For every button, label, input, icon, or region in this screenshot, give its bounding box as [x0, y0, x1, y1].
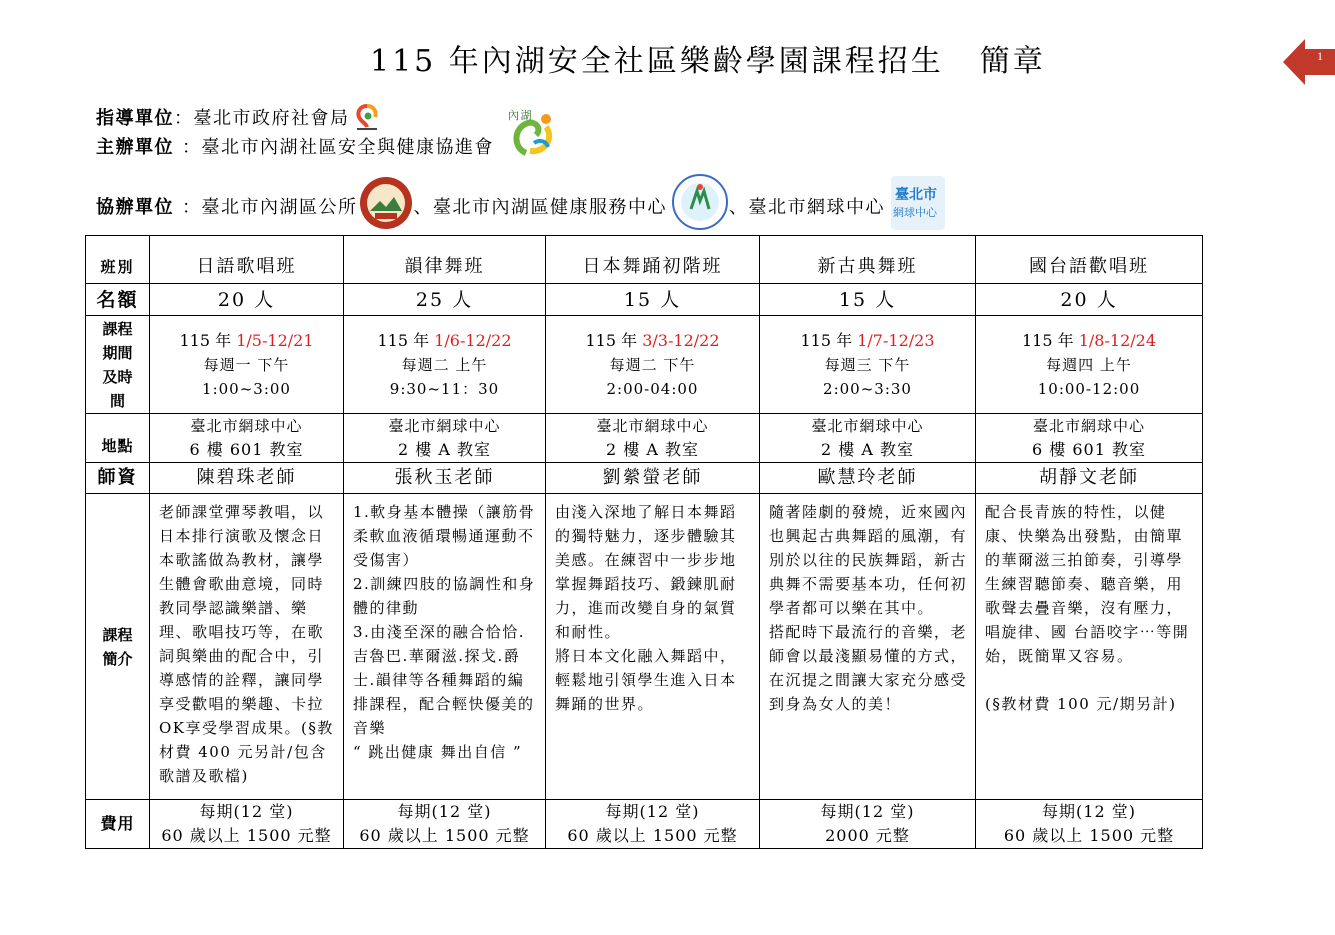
- class-name: 國台語歡唱班: [1029, 255, 1149, 277]
- host-unit-label: 主辦單位: [96, 137, 174, 158]
- host-unit-value: 臺北市內湖社區安全與健康協進會: [201, 137, 494, 158]
- table-row-place: [86, 414, 1203, 463]
- quota-cell: 15 人: [546, 284, 760, 316]
- intro-cell: [760, 494, 976, 800]
- page-number: 1: [1317, 49, 1323, 63]
- class-name: 日本舞踊初階班: [582, 255, 723, 277]
- district-office-logo: [358, 175, 414, 231]
- class-name-cell: [546, 236, 760, 284]
- place-venue: 臺北市網球中心: [596, 417, 709, 435]
- row-label-line: 及時: [102, 367, 133, 386]
- place-room: 6 樓 601 教室: [189, 440, 304, 459]
- period-cell: [976, 316, 1203, 414]
- period-year: 115 年: [800, 330, 853, 350]
- intro-paragraph: 將日本文化融入舞蹈中，輕鬆地引領學生進入日本舞踊的世界。: [555, 647, 737, 713]
- fee-amount: 2000 元整: [825, 826, 910, 845]
- row-label-period: [86, 316, 150, 414]
- fee-cell: [976, 800, 1203, 849]
- table-row-fee: [86, 800, 1203, 849]
- fee-term: 每期(12 堂): [820, 802, 915, 821]
- page-title: [370, 36, 1046, 80]
- separator: 、: [729, 197, 749, 218]
- separator: 、: [413, 197, 433, 218]
- period-weekday: 每週三 下午: [824, 355, 911, 374]
- intro-paragraph: “ 跳出健康 舞出自信 ”: [353, 743, 523, 761]
- guide-unit-line: [96, 103, 380, 131]
- fee-amount: 60 歲以上 1500 元整: [161, 826, 332, 845]
- intro-paragraph: 隨著陸劇的發燒，近來國內也興起古典舞蹈的風潮，有別於以往的民族舞蹈，新古典舞不需要基本功，任何初學者都可以樂在其中。: [769, 503, 968, 617]
- teacher-cell: 張秋玉老師: [344, 463, 546, 494]
- period-dates: 1/6-12/22: [434, 330, 512, 350]
- quota-cell: 20 人: [976, 284, 1203, 316]
- period-dates: 1/8-12/24: [1078, 330, 1156, 350]
- quota-cell: 25 人: [344, 284, 546, 316]
- row-label-line: 期間: [102, 343, 133, 362]
- tennis-logo-text-2: 網球中心: [893, 206, 937, 219]
- co-unit-label: 協辦單位: [96, 197, 174, 218]
- co-unit-line: [96, 181, 945, 231]
- co-org-health-center: 臺北市內湖區健康服務中心: [433, 197, 667, 218]
- period-time: 10:00-12:00: [1037, 379, 1141, 398]
- period-cell: [150, 316, 344, 414]
- period-time: 2:00-04:00: [606, 379, 699, 398]
- row-label-line: 課程: [102, 319, 133, 338]
- intro-cell: [344, 494, 546, 800]
- fee-cell: [150, 800, 344, 849]
- row-label-text: 班別: [100, 257, 135, 276]
- period-time: 1:00~3:00: [202, 379, 291, 398]
- fee-term: 每期(12 堂): [199, 802, 294, 821]
- fee-amount: 60 歲以上 1500 元整: [567, 826, 738, 845]
- teacher-cell: 歐慧玲老師: [760, 463, 976, 494]
- row-label-quota: 名額: [86, 284, 150, 316]
- table-row-intro: [86, 494, 1203, 800]
- intro-cell: [546, 494, 760, 800]
- intro-paragraph: 配合長青族的特性，以健康、快樂為出發點，由簡單的華爾滋三拍節奏，引導學生練習聽節奏、聽音樂，用歌聲去疊音樂，沒有壓力，唱旋律、國 台語咬字⋯等開始，既簡單又容易。: [985, 503, 1190, 665]
- class-name-cell: [150, 236, 344, 284]
- period-dates: 1/7-12/23: [857, 330, 935, 350]
- period-cell: [760, 316, 976, 414]
- colon: ：: [182, 137, 202, 158]
- row-label-text: 地點: [101, 437, 134, 455]
- guide-unit-value: 臺北市政府社會局: [193, 108, 350, 129]
- period-year: 115 年: [377, 330, 430, 350]
- table-row-period: [86, 316, 1203, 414]
- period-year: 115 年: [585, 330, 638, 350]
- period-weekday: 每週一 下午: [203, 355, 290, 374]
- health-center-logo: [671, 173, 729, 231]
- page-title-suffix: 簡章: [979, 44, 1046, 79]
- tennis-logo-text-1: 臺北市: [895, 187, 937, 203]
- colon: ：: [174, 108, 194, 129]
- period-weekday: 每週二 下午: [609, 355, 696, 374]
- place-room: 2 樓 A 教室: [821, 440, 914, 459]
- arrow-left-icon: [1283, 36, 1335, 88]
- class-name: 新古典舞班: [817, 255, 918, 277]
- page-number-badge: [1283, 36, 1335, 88]
- row-label-place: [86, 414, 150, 463]
- row-label-fee: 費用: [86, 800, 150, 849]
- intro-paragraph: 2.訓練四肢的協調性和身體的律動: [353, 575, 536, 617]
- table-row-teacher: [86, 463, 1203, 494]
- place-cell: [150, 414, 344, 463]
- fee-term: 每期(12 堂): [605, 802, 700, 821]
- period-weekday: 每週四 上午: [1046, 355, 1132, 374]
- intro-paragraph: 由淺入深地了解日本舞蹈的獨特魅力，逐步體驗其美感。在練習中一步步地掌握舞蹈技巧、鍛鍊肌耐力，進而改變自身的氣質和耐性。: [555, 503, 737, 641]
- class-name-cell: [976, 236, 1203, 284]
- place-cell: [760, 414, 976, 463]
- period-cell: [546, 316, 760, 414]
- period-year: 115 年: [179, 330, 232, 350]
- place-venue: 臺北市網球中心: [388, 417, 501, 435]
- fee-cell: [760, 800, 976, 849]
- period-time: 9:30~11：30: [389, 379, 500, 398]
- fee-cell: [546, 800, 760, 849]
- intro-paragraph: 老師課堂彈琴教唱，以日本排行演歌及懷念日本歌謠做為教材，讓學生體會歌曲意境，同時教同學認識樂譜、樂理、歌唱技巧等，在歌詞與樂曲的配合中，引導感情的詮釋，讓同學享受歡唱的樂趣、卡拉OK享受學習成果。(§教材費 400 元另計/包含歌譜及歌檔): [159, 503, 334, 785]
- table-row-class: [86, 236, 1203, 284]
- intro-paragraph: 3.由淺至深的融合恰恰.吉魯巴.華爾滋.探戈.爵士.韻律等各種舞蹈的編排課程，配合輕快優美的音樂: [353, 623, 535, 737]
- place-room: 2 樓 A 教室: [398, 440, 491, 459]
- class-name-cell: [344, 236, 546, 284]
- co-org-district-office: 臺北市內湖區公所: [201, 197, 358, 218]
- tennis-center-logo: [891, 176, 945, 230]
- fee-cell: [344, 800, 546, 849]
- period-dates: 3/3-12/22: [642, 330, 720, 350]
- place-venue: 臺北市網球中心: [1032, 417, 1145, 435]
- row-label-teacher: 師資: [86, 463, 150, 494]
- teacher-cell: 劉縈螢老師: [546, 463, 760, 494]
- guide-unit-label: 指導單位: [96, 108, 174, 129]
- intro-cell: [976, 494, 1203, 800]
- fee-amount: 60 歲以上 1500 元整: [1003, 826, 1175, 845]
- row-label-class: [86, 236, 150, 284]
- colon: ：: [182, 197, 202, 218]
- intro-cell: [150, 494, 344, 800]
- period-dates: 1/5-12/21: [236, 330, 314, 350]
- place-cell: [976, 414, 1203, 463]
- place-room: 6 樓 601 教室: [1032, 440, 1146, 459]
- neihu-association-logo: [506, 107, 558, 159]
- co-org-tennis-center: 臺北市網球中心: [748, 197, 885, 218]
- fee-term: 每期(12 堂): [397, 802, 492, 821]
- intro-fee-note: (§教材費 100 元/期另計): [985, 695, 1177, 713]
- place-cell: [546, 414, 760, 463]
- quota-cell: 20 人: [150, 284, 344, 316]
- quota-cell: 15 人: [760, 284, 976, 316]
- fee-amount: 60 歲以上 1500 元整: [359, 826, 530, 845]
- neihu-logo-text: 內湖: [508, 109, 533, 122]
- place-venue: 臺北市網球中心: [190, 417, 303, 435]
- place-room: 2 樓 A 教室: [606, 440, 699, 459]
- row-label-line: 間: [109, 391, 125, 410]
- row-label-line: 簡介: [102, 649, 133, 668]
- place-cell: [344, 414, 546, 463]
- intro-paragraph: 1.軟身基本體操（讓筋骨柔軟血液循環暢通運動不受傷害）: [353, 503, 536, 569]
- class-name: 日語歌唱班: [196, 255, 297, 277]
- course-table: [85, 235, 1203, 849]
- row-label-intro: [86, 494, 150, 800]
- teacher-cell: 胡靜文老師: [976, 463, 1203, 494]
- period-year: 115 年: [1022, 330, 1074, 350]
- row-label-line: 課程: [102, 625, 133, 644]
- class-name: 韻律舞班: [404, 255, 485, 277]
- period-weekday: 每週二 上午: [401, 355, 488, 374]
- intro-paragraph: 搭配時下最流行的音樂，老師會以最淺顯易懂的方式，在沉提之間讓大家充分感受到身為女人的美！: [769, 623, 968, 713]
- fee-term: 每期(12 堂): [1042, 802, 1136, 821]
- class-name-cell: [760, 236, 976, 284]
- teacher-cell: 陳碧珠老師: [150, 463, 344, 494]
- period-cell: [344, 316, 546, 414]
- social-affairs-logo: [354, 103, 380, 131]
- page-title-main: 115 年內湖安全社區樂齡學園課程招生: [370, 44, 944, 79]
- period-time: 2:00~3:30: [823, 379, 912, 398]
- place-venue: 臺北市網球中心: [811, 417, 924, 435]
- table-row-quota: [86, 284, 1203, 316]
